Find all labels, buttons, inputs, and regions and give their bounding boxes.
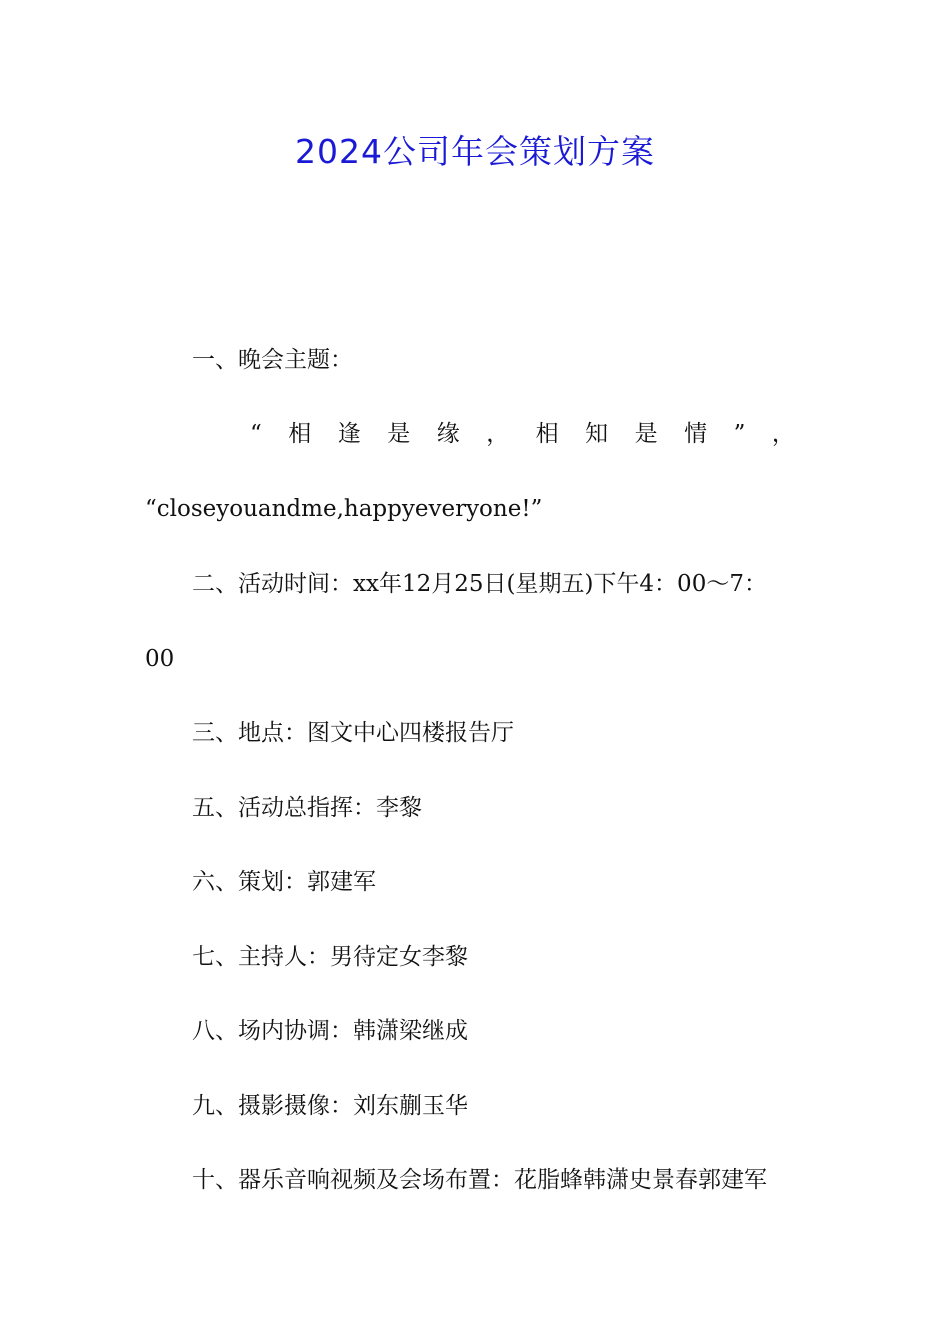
event-time-line2: 00 xyxy=(145,646,175,672)
slogan-char: 相 xyxy=(288,421,312,447)
slogan-char: 是 xyxy=(387,421,411,447)
event-photography: 九、摄影摄像：刘东蒯玉华 xyxy=(192,1093,468,1119)
slogan-char: ， xyxy=(771,421,795,447)
slogan-char: 情 xyxy=(684,421,708,447)
slogan-char: 相 xyxy=(535,421,559,447)
slogan-char: “ xyxy=(250,421,262,447)
event-commander: 五、活动总指挥：李黎 xyxy=(192,795,422,821)
theme-chinese-slogan xyxy=(250,418,795,450)
theme-heading: 一、晚会主题： xyxy=(192,347,353,373)
slogan-char: 是 xyxy=(634,421,658,447)
event-time-line1: 二、活动时间：xx年12月25日(星期五)下午4：00～7： xyxy=(192,571,767,597)
slogan-char: 缘 xyxy=(436,421,460,447)
slogan-char: ， xyxy=(486,421,510,447)
event-equipment: 十、器乐音响视频及会场布置：花脂蜂韩潇史景春郭建军 xyxy=(192,1167,767,1193)
theme-english-slogan: “closeyouandme,happyeveryone!” xyxy=(145,496,543,522)
slogan-char: 知 xyxy=(585,421,609,447)
event-place: 三、地点：图文中心四楼报告厅 xyxy=(192,720,514,746)
slogan-char: 逢 xyxy=(337,421,361,447)
event-coordination: 八、场内协调：韩潇梁继成 xyxy=(192,1018,468,1044)
document-title: 2024公司年会策划方案 xyxy=(295,132,655,171)
slogan-char: ” xyxy=(733,421,746,447)
event-planner: 六、策划：郭建军 xyxy=(192,869,376,895)
event-host: 七、主持人：男待定女李黎 xyxy=(192,944,468,970)
